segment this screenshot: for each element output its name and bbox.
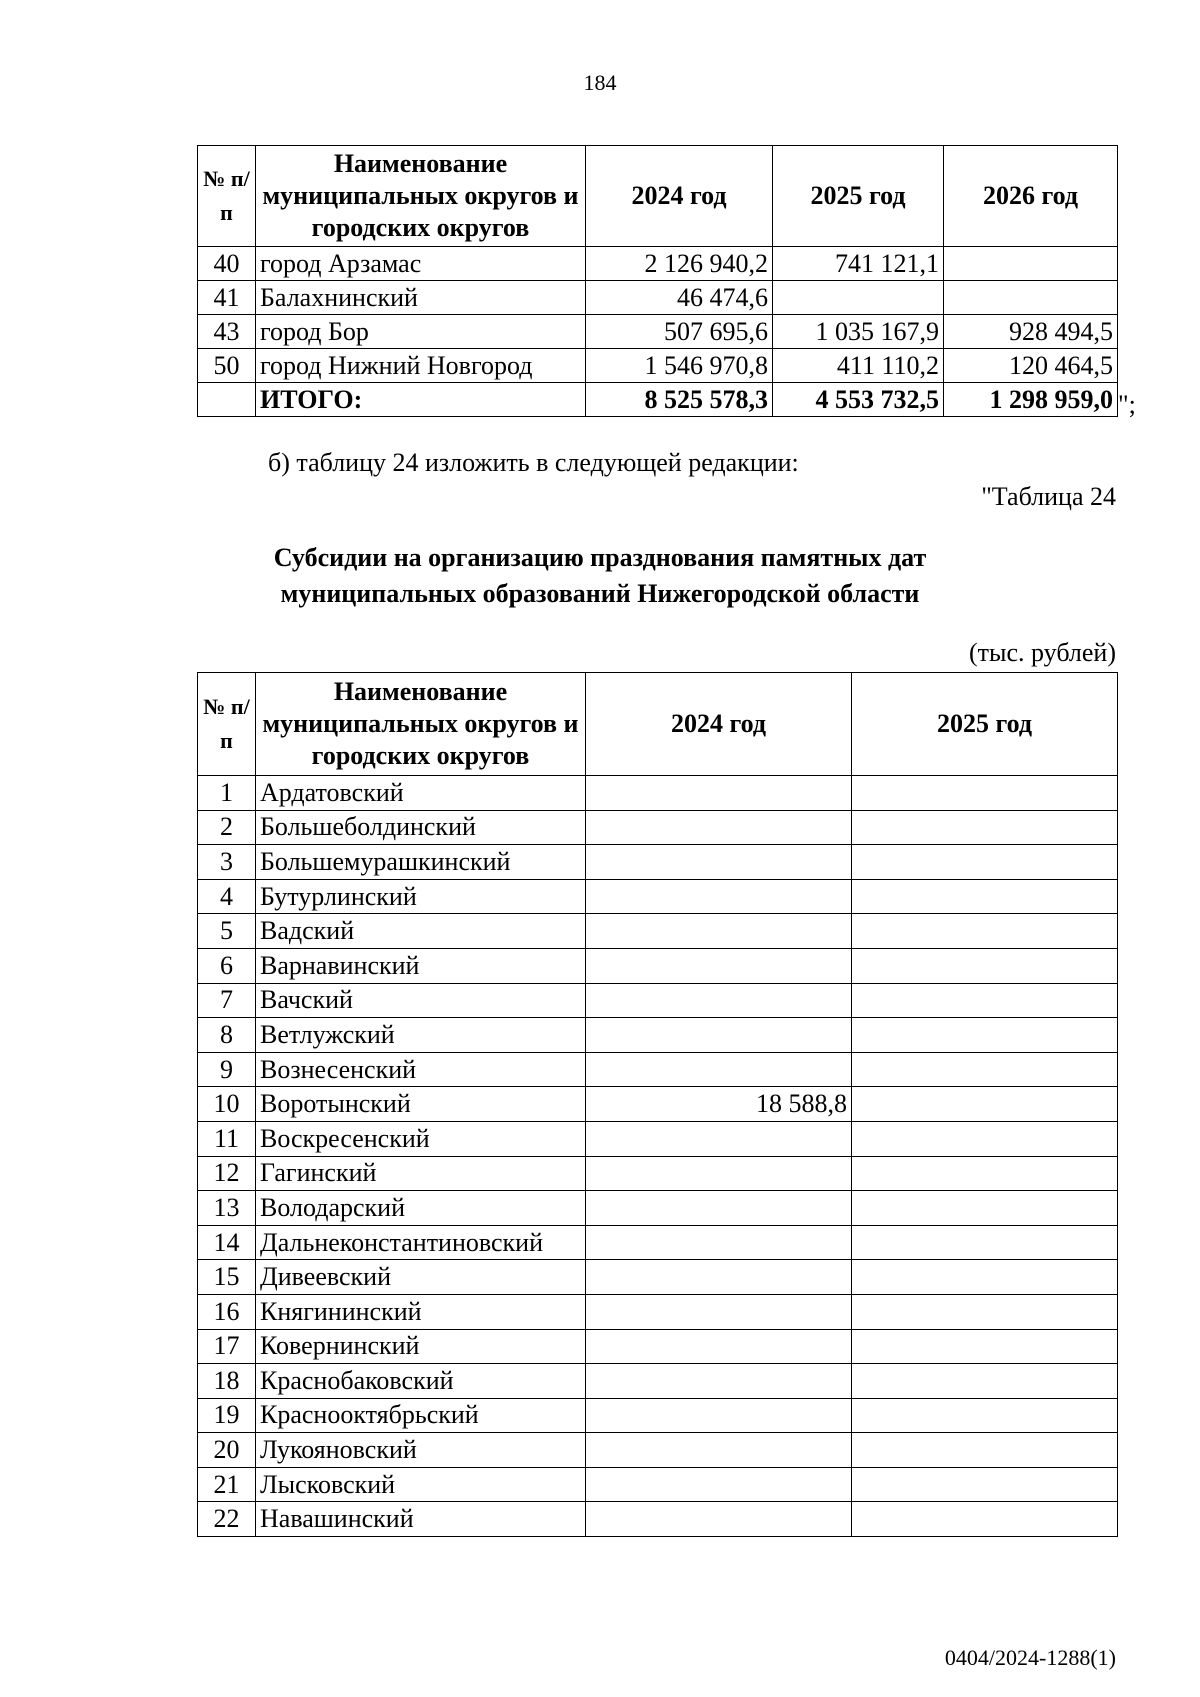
table-row [198,315,1118,349]
units-label: (тыс. рублей) [968,638,1116,667]
header-num: № п/п [198,673,256,776]
row-number: 13 [198,1191,256,1226]
table-row [198,983,1118,1018]
table-row [198,1398,1118,1433]
value-2024 [586,1502,852,1537]
row-name: Ветлужский [256,1018,586,1053]
table-row [198,281,1118,315]
value-2025 [852,1225,1118,1260]
row-name: Краснооктябрьский [256,1398,586,1433]
value-2025 [852,776,1118,811]
value-2024: 1 546 970,8 [586,349,773,383]
closing-quote: "; [1118,390,1136,419]
row-number: 50 [198,349,256,383]
table-row [198,845,1118,880]
value-2025: 1 035 167,9 [773,315,944,349]
row-name: Навашинский [256,1502,586,1537]
table-row [198,810,1118,845]
value-2024 [586,810,852,845]
value-2024 [586,1467,852,1502]
value-2024 [586,1398,852,1433]
header-2024: 2024 год [586,673,852,776]
value-2025 [852,1364,1118,1399]
row-name: Вачский [256,983,586,1018]
table-row [198,1018,1118,1053]
row-name: Дивеевский [256,1260,586,1295]
row-name: Вознесенский [256,1052,586,1087]
total-2024: 8 525 578,3 [586,383,773,417]
value-2025 [852,845,1118,880]
row-name: Гагинский [256,1156,586,1191]
row-number: 3 [198,845,256,880]
table-row [198,1467,1118,1502]
row-number: 10 [198,1087,256,1122]
row-name: Княгининский [256,1294,586,1329]
row-number: 41 [198,281,256,315]
value-2024 [586,1364,852,1399]
value-2024 [586,776,852,811]
row-name: Вадский [256,914,586,949]
row-number: 18 [198,1364,256,1399]
total-label: ИТОГО: [256,383,586,417]
instruction-text: б) таблицу 24 изложить в следующей редакции: [268,448,799,477]
header-2026: 2026 год [944,146,1118,247]
table-row [198,1364,1118,1399]
table-23-continuation [197,145,1118,417]
value-2024 [586,1225,852,1260]
row-number: 20 [198,1433,256,1468]
row-number: 15 [198,1260,256,1295]
value-2025 [852,1329,1118,1364]
row-number: 7 [198,983,256,1018]
table-row [198,1329,1118,1364]
header-2025: 2025 год [773,146,944,247]
row-number: 11 [198,1121,256,1156]
value-2024 [586,1294,852,1329]
row-name: Краснобаковский [256,1364,586,1399]
row-name: Лукояновский [256,1433,586,1468]
value-2025 [852,1502,1118,1537]
header-name: Наименование муниципальных округов и городских округов [256,146,586,247]
header-num: № п/п [198,146,256,247]
table-title-line-1: Субсидии на организацию празднования памятных дат [273,543,927,572]
row-name: Большеболдинский [256,810,586,845]
value-2025 [852,1121,1118,1156]
value-2024 [586,948,852,983]
value-2024 [586,1260,852,1295]
row-number: 22 [198,1502,256,1537]
row-number: 9 [198,1052,256,1087]
row-number: 14 [198,1225,256,1260]
row-name: Дальнеконстантиновский [256,1225,586,1260]
row-name: город Нижний Новгород [256,349,586,383]
table-row [198,349,1118,383]
row-number: 2 [198,810,256,845]
value-2024 [586,1191,852,1226]
value-2025 [852,810,1118,845]
total-2026: 1 298 959,0 [944,383,1118,417]
value-2024: 507 695,6 [586,315,773,349]
value-2025: 411 110,2 [773,349,944,383]
table-row [198,1502,1118,1537]
value-2025 [852,1018,1118,1053]
row-number: 12 [198,1156,256,1191]
total-num-cell [198,383,256,417]
value-2024: 46 474,6 [586,281,773,315]
row-number: 6 [198,948,256,983]
value-2025 [852,1260,1118,1295]
value-2024: 2 126 940,2 [586,247,773,281]
value-2026 [944,247,1118,281]
total-2025: 4 553 732,5 [773,383,944,417]
table-row [198,1294,1118,1329]
row-number: 19 [198,1398,256,1433]
row-number: 1 [198,776,256,811]
table-24 [197,672,1118,1537]
total-row [198,383,1118,417]
value-2025 [852,983,1118,1018]
table-row [198,1156,1118,1191]
value-2025 [852,1156,1118,1191]
row-name: Ардатовский [256,776,586,811]
row-name: Балахнинский [256,281,586,315]
value-2024 [586,1052,852,1087]
table-row [198,1087,1118,1122]
row-number: 16 [198,1294,256,1329]
page-number: 184 [583,70,617,95]
table-label: "Таблица 24 [981,482,1116,511]
table-row [198,1121,1118,1156]
table-row [198,1052,1118,1087]
value-2025 [773,281,944,315]
row-name: Лысковский [256,1467,586,1502]
value-2024 [586,1121,852,1156]
table-row [198,1260,1118,1295]
row-name: город Арзамас [256,247,586,281]
row-number: 43 [198,315,256,349]
value-2024 [586,983,852,1018]
row-number: 17 [198,1329,256,1364]
table-row [198,247,1118,281]
table-title-line-2: муниципальных образований Нижегородской области [280,579,920,608]
row-number: 5 [198,914,256,949]
value-2024 [586,914,852,949]
row-name: Ковернинский [256,1329,586,1364]
value-2024 [586,845,852,880]
header-2025: 2025 год [852,673,1118,776]
value-2025 [852,948,1118,983]
table-row [198,1433,1118,1468]
table-row [198,948,1118,983]
row-name: Большемурашкинский [256,845,586,880]
header-2024: 2024 год [586,146,773,247]
value-2025 [852,1191,1118,1226]
table-row [198,776,1118,811]
table-row [198,1191,1118,1226]
document-code: 0404/2024-1288(1) [944,1645,1116,1670]
value-2025 [852,1433,1118,1468]
row-number: 8 [198,1018,256,1053]
value-2024 [586,1329,852,1364]
row-number: 4 [198,879,256,914]
value-2025 [852,914,1118,949]
value-2024 [586,879,852,914]
table-row [198,914,1118,949]
row-name: Бутурлинский [256,879,586,914]
value-2024 [586,1433,852,1468]
header-name: Наименование муниципальных округов и городских округов [256,673,586,776]
value-2026: 928 494,5 [944,315,1118,349]
table-title [0,540,1200,612]
value-2024: 18 588,8 [586,1087,852,1122]
value-2026 [944,281,1118,315]
table-row [198,1225,1118,1260]
value-2025 [852,1398,1118,1433]
row-name: Варнавинский [256,948,586,983]
row-name: Володарский [256,1191,586,1226]
row-number: 21 [198,1467,256,1502]
row-number: 40 [198,247,256,281]
row-name: Воротынский [256,1087,586,1122]
row-name: Воскресенский [256,1121,586,1156]
value-2025 [852,1467,1118,1502]
value-2026: 120 464,5 [944,349,1118,383]
value-2024 [586,1018,852,1053]
value-2025 [852,1052,1118,1087]
row-name: город Бор [256,315,586,349]
value-2025 [852,1087,1118,1122]
value-2025 [852,879,1118,914]
value-2024 [586,1156,852,1191]
value-2025 [852,1294,1118,1329]
table-row [198,879,1118,914]
value-2025: 741 121,1 [773,247,944,281]
